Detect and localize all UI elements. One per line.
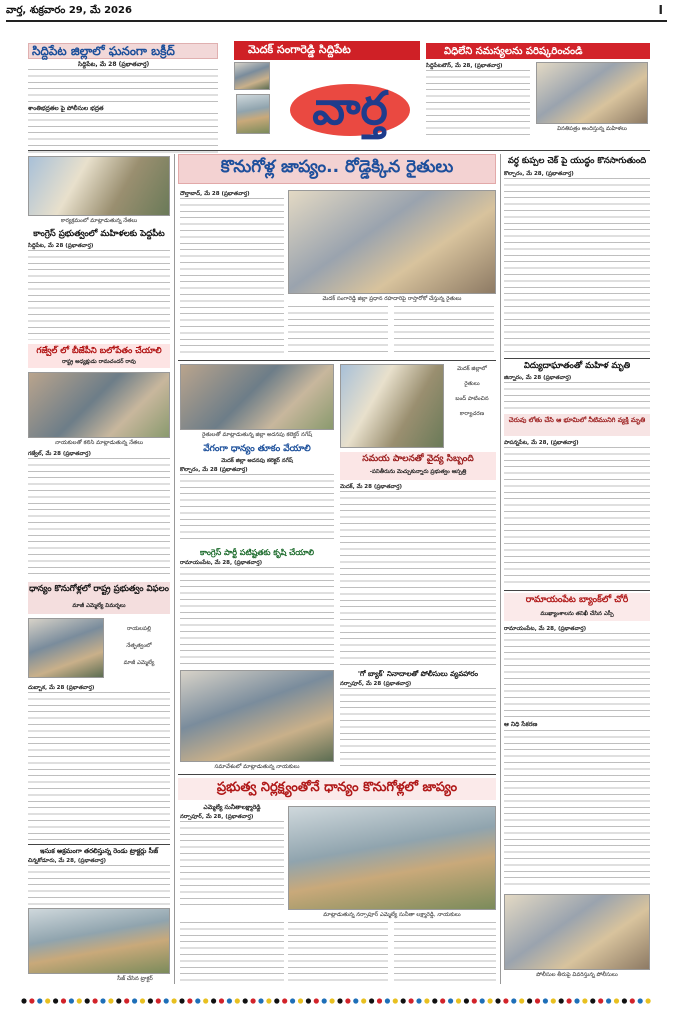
r5-photo <box>504 894 650 970</box>
logo-text: వార్త <box>312 81 388 135</box>
side-label: రాయలపల్లి <box>126 626 152 632</box>
registration-dot <box>448 998 453 1003</box>
photo-caption: సీజ్ చేసిన ట్రాక్టర్ <box>117 976 153 982</box>
registration-dot <box>646 998 651 1003</box>
headline: సిద్దిపేట జిల్లాలో ఘనంగా బక్రీద్ <box>32 44 175 58</box>
body-text <box>504 447 650 587</box>
byline: కొల్చారం, మే 28, (ప్రభాతవార్త) <box>504 171 574 177</box>
registration-dot <box>527 998 532 1003</box>
registration-dot <box>543 998 548 1003</box>
side-label: మాజీ ఎమ్మెల్యే <box>123 660 155 666</box>
headline: విధిలేని సమస్యలను పరిష్కరించండి <box>444 46 583 57</box>
photo-caption: రైతులతో మాట్లాడుతున్న జిల్లా అదనపు కలెక్టర్ నగేష్ <box>201 432 312 438</box>
page-number: I <box>658 3 663 17</box>
headline: వేగంగా ధాన్యం తూకం వేయాలి <box>203 444 311 454</box>
registration-dot <box>282 998 287 1003</box>
registration-dot <box>488 998 493 1003</box>
body-text <box>426 70 530 140</box>
headline: సమయ పాలనతో వైద్య సిబ్బంది <box>362 454 474 464</box>
masthead-title: వార్త, శుక్రవారం 29, మే 2026 <box>6 5 132 16</box>
byline: మెదక్, మే 28 (ప్రభాతవార్త) <box>340 484 403 490</box>
logo-icon <box>284 66 416 140</box>
dhanyam-photo <box>28 618 104 678</box>
masthead <box>6 2 667 18</box>
congress-photo <box>28 156 170 216</box>
side-label: రైతులు <box>464 381 480 387</box>
registration-dot <box>345 998 350 1003</box>
registration-dot <box>195 998 200 1003</box>
headline: కాంగ్రెస్ ప్రభుత్వంలో మహిళలకు పెద్దపీట <box>33 229 165 239</box>
divider <box>28 150 650 151</box>
registration-dot <box>495 998 500 1003</box>
registration-dot <box>567 998 572 1003</box>
body-text <box>340 491 496 667</box>
registration-dot <box>251 998 256 1003</box>
banner-photo <box>236 94 270 134</box>
subhead: -పనితీరును మెచ్చుకున్నారు ప్రభుత్వం ఆస్పత్రి <box>369 469 467 475</box>
registration-dot <box>330 998 335 1003</box>
side-label: మెదక్ జిల్లాలో <box>457 366 487 372</box>
registration-dot <box>551 998 556 1003</box>
registration-dot <box>108 998 113 1003</box>
divider <box>504 358 650 359</box>
registration-dot <box>574 998 579 1003</box>
registration-dot <box>503 998 508 1003</box>
byline: నర్సాపూర్, మే 28 (ప్రభాతవార్త) <box>340 681 412 687</box>
registration-dot <box>535 998 540 1003</box>
registration-dot <box>187 998 192 1003</box>
registration-dot <box>132 998 137 1003</box>
column-divider <box>174 154 175 984</box>
body-text <box>394 306 494 356</box>
registration-dot <box>235 998 240 1003</box>
registration-dot <box>156 998 161 1003</box>
body-text <box>504 633 650 719</box>
registration-dot <box>377 998 382 1003</box>
body-text <box>28 113 218 153</box>
registration-dot <box>638 998 643 1003</box>
registration-dot <box>203 998 208 1003</box>
bottom-lead-headline: ప్రభుత్వ నిర్లక్ష్యంతోనే ధాన్యం కొనుగోళ్లలో జాప్యం <box>216 780 458 795</box>
body-text <box>504 382 650 412</box>
registration-dot <box>606 998 611 1003</box>
headline: వర్ధ కుప్పల చెక్ పై యుద్ధం కొనసాగుతుంది <box>507 156 647 166</box>
registration-dot <box>100 998 105 1003</box>
body-text <box>180 474 334 544</box>
registration-dot <box>598 998 603 1003</box>
registration-dot <box>416 998 421 1003</box>
divider <box>178 774 496 775</box>
registration-dot <box>369 998 374 1003</box>
registration-dot <box>45 998 50 1003</box>
body-text <box>180 821 284 909</box>
registration-dot <box>179 998 184 1003</box>
registration-dot <box>456 998 461 1003</box>
registration-dot <box>353 998 358 1003</box>
byline: కొల్చారం, మే 28 (ప్రభాతవార్త) <box>180 467 248 473</box>
registration-dot <box>582 998 587 1003</box>
byline: సిద్దిపేట, మే 28 (ప్రభాతవార్త) <box>28 243 94 249</box>
registration-dot <box>258 998 263 1003</box>
registration-dot <box>148 998 153 1003</box>
body-text <box>180 198 284 356</box>
registration-dot <box>93 998 98 1003</box>
photo-caption: నాయకులతో కలిసి మాట్లాడుతున్న నేతలు <box>54 440 144 446</box>
registration-dot <box>322 998 327 1003</box>
registration-dot <box>614 998 619 1003</box>
registration-dot <box>77 998 82 1003</box>
registration-dot <box>298 998 303 1003</box>
registration-dot <box>290 998 295 1003</box>
lead-headline: కొనుగోళ్ల జాప్యం.. రోడ్డెక్కిన రైతులు <box>220 157 454 177</box>
headline: రామాయంపేట బ్యాంక్‌లో చోరీ <box>525 595 629 605</box>
headline: ధాన్యం కొనుగోళ్లలో రాష్ట్ర ప్రభుత్వం విఫలం <box>29 584 169 594</box>
body-text <box>28 69 218 103</box>
body-text <box>28 692 170 840</box>
photo-caption: మెదక్ సంగారెడ్డి జిల్లా ప్రధాన రహదారిపై రాస్తారోకో చేస్తున్న రైతులు <box>322 296 462 302</box>
registration-dot <box>140 998 145 1003</box>
column-divider <box>500 154 501 984</box>
registration-dot <box>116 998 121 1003</box>
photo-caption: పోలీసుల తీరుపై వివరిస్తున్న పోలీసులు <box>536 972 618 978</box>
headline: గజ్వేల్ లో బీజేపీని బలోపేతం చేయాలి <box>36 346 162 356</box>
story-top-right <box>426 62 530 140</box>
weighing-photo <box>180 364 334 430</box>
masthead-rule <box>6 20 667 22</box>
body-text <box>28 458 170 578</box>
photo-caption: వినతిపత్రం అందిస్తున్న మహిళలు <box>557 126 627 132</box>
clinic-side <box>448 366 496 418</box>
registration-dot <box>472 998 477 1003</box>
registration-dot <box>393 998 398 1003</box>
lead-photo <box>288 190 496 294</box>
tractor-photo <box>28 908 170 974</box>
registration-dot <box>21 998 26 1003</box>
registration-dot <box>409 998 414 1003</box>
byline: గజ్వేల్, మే 28 (ప్రభాతవార్త) <box>28 451 91 457</box>
subhead: ముఖ్యాంశాలను తనిఖీ చేసిన ఎస్పీ <box>540 611 614 617</box>
byline: దౌల్తాబాద్, మే 28 (ప్రభాతవార్త) <box>180 191 250 197</box>
congress2-photo <box>180 670 334 762</box>
headline: విద్యుదాఘాతంతో మహిళ మృతి <box>523 361 631 371</box>
side-label: కార్యాచరణ <box>459 411 485 417</box>
registration-dot <box>53 998 58 1003</box>
registration-dot <box>61 998 66 1003</box>
photo-caption: మాట్లాడుతున్న నర్సాపూర్ ఎమ్మెల్యే సునీతా లక్ష్మారెడ్డి, నాయకులు <box>323 912 461 918</box>
registration-dot <box>440 998 445 1003</box>
byline: సిద్దిపేట, మే 28 (ప్రభాతవార్త) <box>78 61 150 68</box>
registration-dot <box>432 998 437 1003</box>
divider <box>28 844 170 845</box>
dhanyam-side <box>108 626 170 667</box>
body-text <box>504 178 650 354</box>
body-text <box>394 922 496 984</box>
district-banner <box>234 41 420 60</box>
body-text <box>180 922 284 984</box>
byline: జిన్నారం, మే 28 (ప్రభాతవార్త) <box>504 375 572 381</box>
body-text <box>504 730 650 890</box>
registration-dot <box>124 998 129 1003</box>
headline: ఇసుక అక్రమంగా తరలిస్తున్న రెండు ట్రాక్టర్లు సీజ్ <box>40 847 158 855</box>
divider <box>178 360 496 361</box>
top-right-header <box>426 43 650 59</box>
subhead: రాష్ట్ర అధ్యక్షుడు రామచందర్ రావు <box>62 359 136 365</box>
registration-dot <box>227 998 232 1003</box>
registration-dot <box>243 998 248 1003</box>
divider <box>504 590 650 591</box>
body-text <box>28 865 170 905</box>
registration-dot <box>219 998 224 1003</box>
registration-dot <box>314 998 319 1003</box>
byline: పాపన్నపేట, మే 28, (ప్రభాతవార్త) <box>504 440 579 446</box>
subhead: మాజీ ఎమ్మెల్యే విమర్శలు <box>72 603 126 609</box>
subhead: శాంతిభద్రతల పై పోలీసుల భద్రత <box>28 105 104 112</box>
district-name: మెదక్ సంగారెడ్డి సిద్దిపేట <box>248 43 351 56</box>
body-text <box>180 567 334 667</box>
side-label: నేతృత్వంలో <box>126 643 152 649</box>
photo-caption: కార్యక్రమంలో మాట్లాడుతున్న నేతలు <box>60 218 138 224</box>
registration-dot <box>590 998 595 1003</box>
registration-dot <box>401 998 406 1003</box>
registration-dot <box>622 998 627 1003</box>
body-text <box>340 688 496 770</box>
registration-dot <box>337 998 342 1003</box>
headline: 'గో బ్యాక్' నినాదాలతో పోలీసులు వ్యవహారం <box>357 670 479 678</box>
gajwel-photo <box>28 372 170 438</box>
body-text <box>288 306 388 356</box>
byline: దుబ్బాక, మే 28 (ప్రభాతవార్త) <box>28 685 95 691</box>
registration-marks-icon <box>20 997 653 1005</box>
registration-dot <box>37 998 42 1003</box>
registration-bar <box>20 990 653 998</box>
registration-dot <box>464 998 469 1003</box>
registration-dot <box>424 998 429 1003</box>
registration-dot <box>29 998 34 1003</box>
clinic-photo <box>340 364 444 448</box>
side-label: బంద్ పాటించిన <box>455 396 489 402</box>
registration-dot <box>172 998 177 1003</box>
registration-dot <box>361 998 366 1003</box>
byline: చిన్నకోడూరు, మే 28, (ప్రభాతవార్త) <box>28 858 107 864</box>
byline: సిద్దిపేటటౌన్, మే 28, (ప్రభాతవార్త) <box>426 63 503 69</box>
registration-dot <box>164 998 169 1003</box>
registration-dot <box>385 998 390 1003</box>
registration-dot <box>519 998 524 1003</box>
registration-dot <box>85 998 90 1003</box>
registration-dot <box>274 998 279 1003</box>
story-top-left <box>28 43 218 153</box>
registration-dot <box>266 998 271 1003</box>
body-text <box>288 922 388 984</box>
body-text <box>28 250 170 340</box>
top-right-photo <box>536 62 648 124</box>
headline: కాంగ్రెస్ పార్టీ పటిష్టతకు కృషి చేయాలి <box>200 548 314 557</box>
photo-caption: సమావేశంలో మాట్లాడుతున్న నాయకులు <box>214 764 300 770</box>
registration-dot <box>630 998 635 1003</box>
byline: నర్సాపూర్, మే 28, (ప్రభాతవార్త) <box>180 814 254 820</box>
registration-dot <box>511 998 516 1003</box>
subhead: ఆ నిధి సేకరణ <box>504 721 538 728</box>
byline: రామాయంపేట, మే 28, (ప్రభాతవార్త) <box>504 626 587 632</box>
byline: రామాయంపేట, మే 28, (ప్రభాతవార్త) <box>180 560 263 566</box>
subhead: ఎమ్మెల్యే సునీతాలక్ష్మారెడ్డి <box>203 804 261 811</box>
bottom-lead-photo <box>288 806 496 910</box>
registration-dot <box>480 998 485 1003</box>
registration-dot <box>69 998 74 1003</box>
banner-photo <box>234 62 270 90</box>
registration-dot <box>306 998 311 1003</box>
subhead: మెదక్ జిల్లా అదనపు కలెక్టర్ నగేష్ <box>221 458 293 464</box>
registration-dot <box>559 998 564 1003</box>
registration-dot <box>211 998 216 1003</box>
newspaper-logo <box>284 66 416 140</box>
headline: చెరువు లోతు చేసి ఆ భూమిలో నీటిమునిగి వ్యక్తి మృతి <box>508 416 646 424</box>
